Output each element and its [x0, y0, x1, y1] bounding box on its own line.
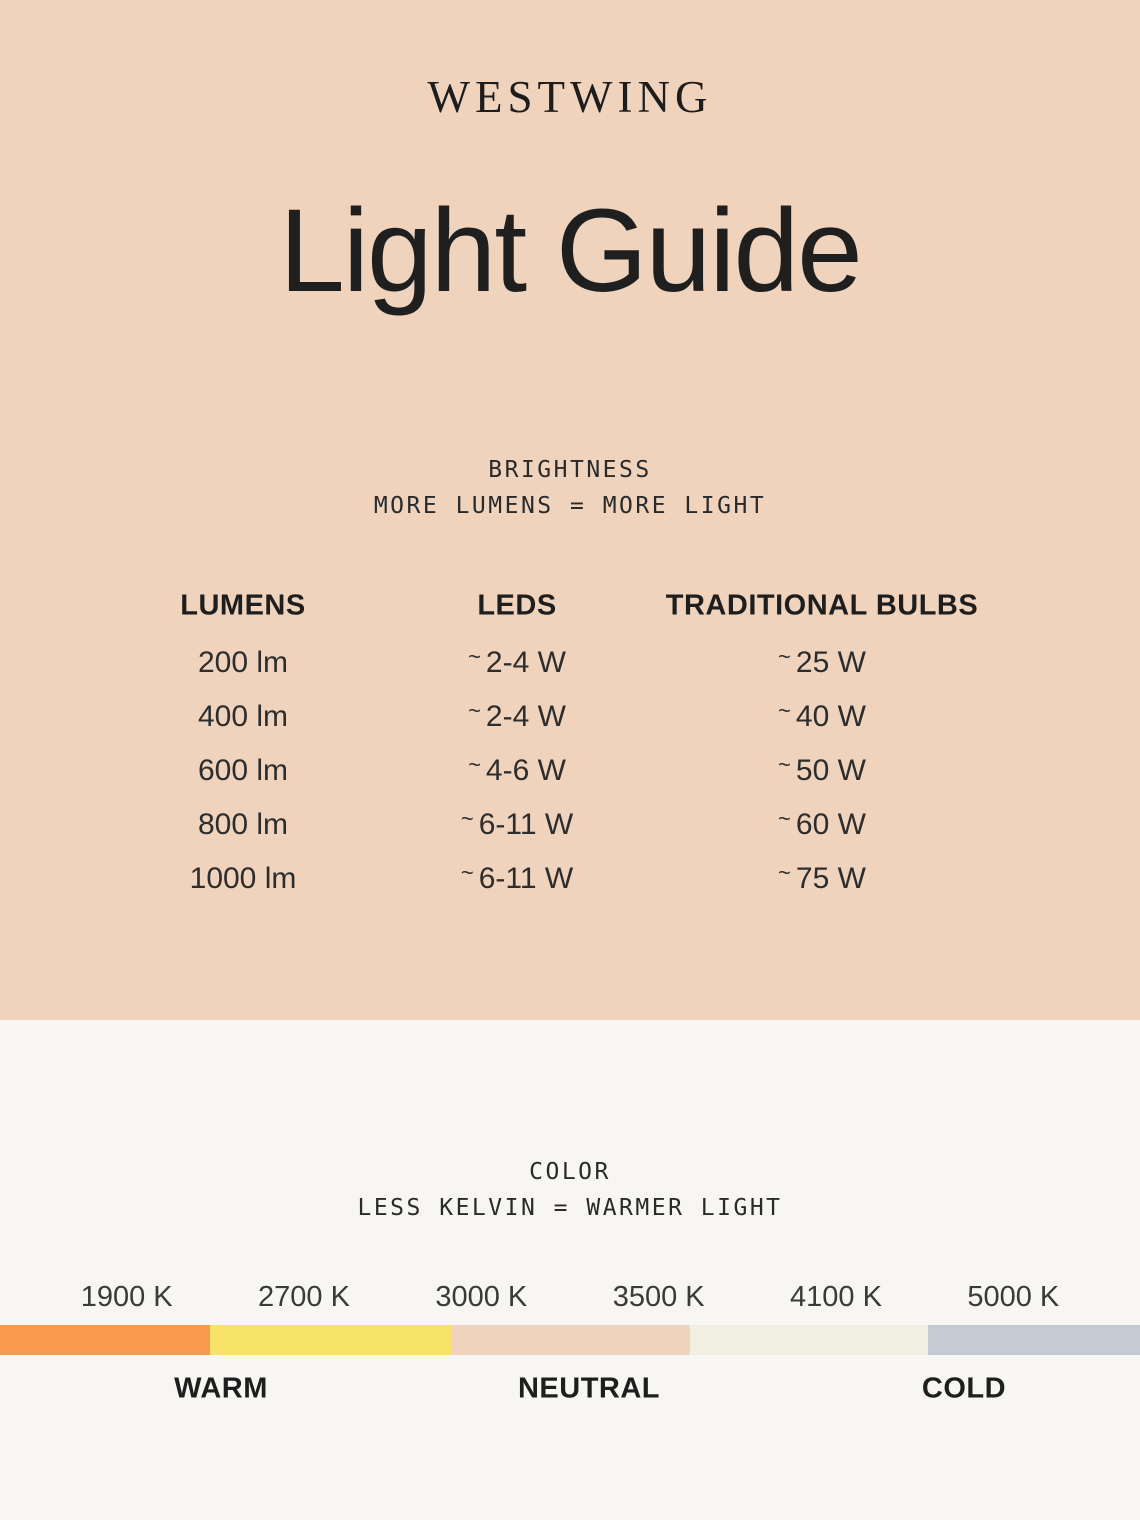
column-header-lumens: LUMENS: [180, 589, 306, 622]
label-cold: COLD: [921, 1372, 1007, 1405]
bar-segment-neutral-cream: [690, 1325, 928, 1355]
cell-leds: [468, 700, 566, 734]
cell-bulbs-value: 75 W: [795, 862, 866, 895]
cell-bulbs-value: 60 W: [795, 808, 866, 841]
bar-segment-warm-orange: [0, 1325, 210, 1355]
cell-leds: [461, 808, 573, 842]
color-heading-subtitle: LESS KELVIN = WARMER LIGHT: [357, 1195, 783, 1221]
page-title: Light Guide: [279, 185, 861, 317]
table-row: [0, 636, 1140, 690]
approx-tilde: ~: [468, 698, 481, 723]
label-neutral: NEUTRAL: [517, 1372, 661, 1405]
cell-leds-value: 2-4 W: [485, 646, 566, 679]
approx-tilde: ~: [778, 752, 791, 777]
color-section: [0, 1020, 1140, 1520]
lumens-table: [0, 576, 1140, 906]
cell-bulbs-value: 40 W: [795, 700, 866, 733]
column-header-leds: LEDS: [477, 589, 557, 622]
table-row: [0, 798, 1140, 852]
brand-logo: WESTWING: [427, 72, 713, 122]
cell-bulbs-value: 50 W: [795, 754, 866, 787]
approx-tilde: ~: [778, 644, 791, 669]
kelvin-label: 1900 K: [80, 1280, 173, 1313]
cell-leds-value: 6-11 W: [478, 808, 574, 841]
temperature-labels: [0, 1367, 1140, 1411]
cell-lumens: 800 lm: [197, 808, 289, 841]
approx-tilde: ~: [778, 860, 791, 885]
temperature-bar: [0, 1325, 1140, 1355]
kelvin-label: 3500 K: [612, 1280, 705, 1313]
cell-bulbs: [778, 808, 866, 842]
lumens-table-header-row: [0, 576, 1140, 636]
kelvin-label: 4100 K: [790, 1280, 882, 1313]
approx-tilde: ~: [468, 644, 481, 669]
cell-bulbs: [778, 862, 866, 896]
kelvin-label: 2700 K: [258, 1280, 350, 1313]
kelvin-label: 3000 K: [435, 1280, 528, 1313]
cell-bulbs-value: 25 W: [795, 646, 866, 679]
approx-tilde: ~: [778, 698, 791, 723]
brightness-heading-title: BRIGHTNESS: [488, 457, 652, 483]
bar-segment-warm-yellow: [210, 1325, 452, 1355]
cell-lumens: 200 lm: [197, 646, 289, 679]
kelvin-scale: [38, 1280, 1102, 1314]
cell-leds-value: 2-4 W: [485, 700, 566, 733]
cell-bulbs: [778, 700, 866, 734]
cell-leds-value: 4-6 W: [485, 754, 566, 787]
cell-leds-value: 6-11 W: [478, 862, 574, 895]
label-warm: WARM: [174, 1372, 268, 1405]
cell-lumens: 400 lm: [197, 700, 289, 733]
brightness-heading-subtitle: MORE LUMENS = MORE LIGHT: [373, 493, 767, 519]
color-heading-title: COLOR: [529, 1159, 611, 1185]
approx-tilde: ~: [468, 752, 481, 777]
cell-bulbs: [778, 754, 866, 788]
cell-lumens: 600 lm: [197, 754, 289, 787]
cell-bulbs: [778, 646, 866, 680]
table-row: [0, 744, 1140, 798]
table-row: [0, 690, 1140, 744]
cell-leds: [468, 646, 566, 680]
bar-segment-neutral-peach: [451, 1325, 689, 1355]
brightness-heading: [0, 452, 1140, 524]
cell-leds: [461, 862, 573, 896]
approx-tilde: ~: [778, 806, 791, 831]
cell-lumens: 1000 lm: [189, 862, 297, 895]
approx-tilde: ~: [460, 806, 474, 831]
color-heading: [0, 1154, 1140, 1226]
cell-leds: [468, 754, 566, 788]
approx-tilde: ~: [460, 860, 474, 885]
column-header-traditional-bulbs: TRADITIONAL BULBS: [665, 589, 979, 622]
kelvin-label: 5000 K: [967, 1280, 1060, 1313]
table-row: [0, 852, 1140, 906]
bar-segment-cold-blue-gray: [928, 1325, 1140, 1355]
